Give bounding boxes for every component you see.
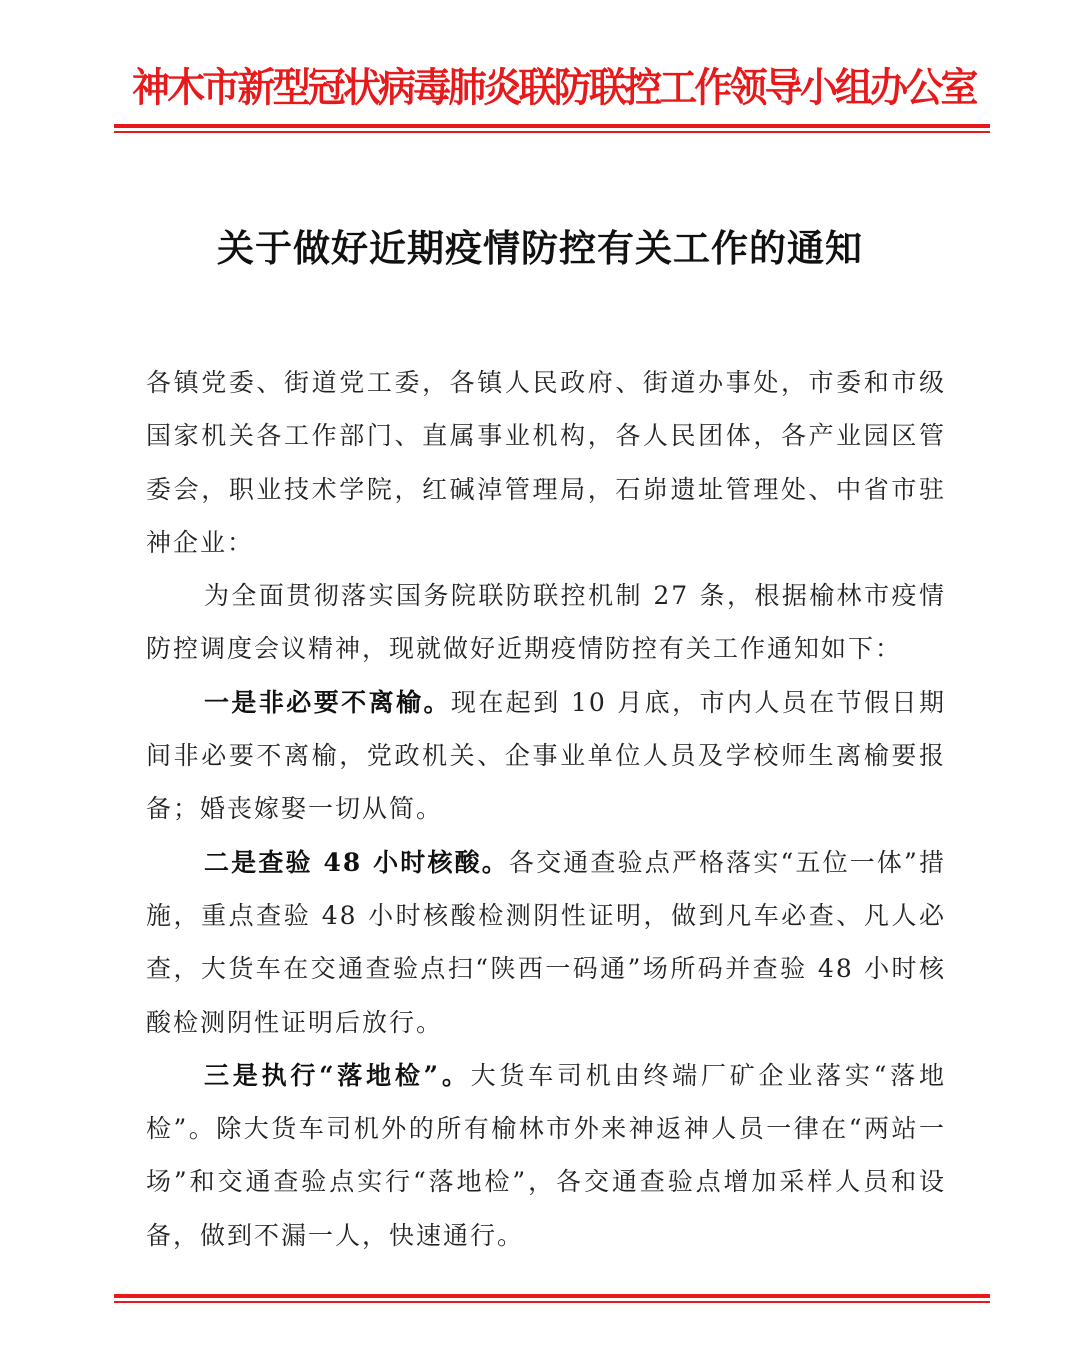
item-heading: 二是查验 48 小时核酸。	[204, 847, 509, 877]
item-text: 各交通查验点严格落实“五位一体”措施，重点查验 48 小时核酸检测阴性证明，做到凡车必查、凡人必查，大货车在交通查验点扫“陕西一码通”场所码并查验 48 小时核酸检测阴性证明后放行。	[146, 847, 946, 1037]
item-heading: 一是非必要不离榆。	[204, 687, 451, 717]
footer-rule-thick	[114, 1294, 990, 1298]
item-text: 大货车司机由终端厂矿企业落实“落地检”。除大货车司机外的所有榆林市外来神返神人员一律在“两站一场”和交通查验点实行“落地检”，各交通查验点增加采样人员和设备，做到不漏一人，快速通行。	[146, 1060, 946, 1250]
item-paragraph-1	[146, 676, 946, 836]
salutation: 各镇党委、街道党工委，各镇人民政府、街道办事处，市委和市级国家机关各工作部门、直属事业机构，各人民团体，各产业园区管委会，职业技术学院，红碱淖管理局，石峁遗址管理处、中省市驻神企业：	[146, 368, 946, 557]
header-rule-thin	[114, 131, 990, 133]
item-heading: 三是执行“落地检”。	[204, 1060, 471, 1090]
issuing-organization-header: 神木市新型冠状病毒肺炎联防联控工作领导小组办公室	[132, 64, 976, 111]
item-text: 现在起到 10 月底，市内人员在节假日期间非必要不离榆，党政机关、企事业单位人员及学校师生离榆要报备；婚丧嫁娶一切从简。	[146, 687, 946, 824]
item-paragraph-3	[146, 1049, 946, 1262]
intro-paragraph: 为全面贯彻落实国务院联防联控机制 27 条，根据榆林市疫情防控调度会议精神，现就做好近期疫情防控有关工作通知如下：	[146, 581, 946, 664]
footer-rule-thin	[114, 1301, 990, 1303]
document-body	[146, 356, 946, 1262]
header-rule-thick	[114, 124, 990, 128]
document-title: 关于做好近期疫情防控有关工作的通知	[217, 226, 863, 270]
item-paragraph-2	[146, 836, 946, 1049]
